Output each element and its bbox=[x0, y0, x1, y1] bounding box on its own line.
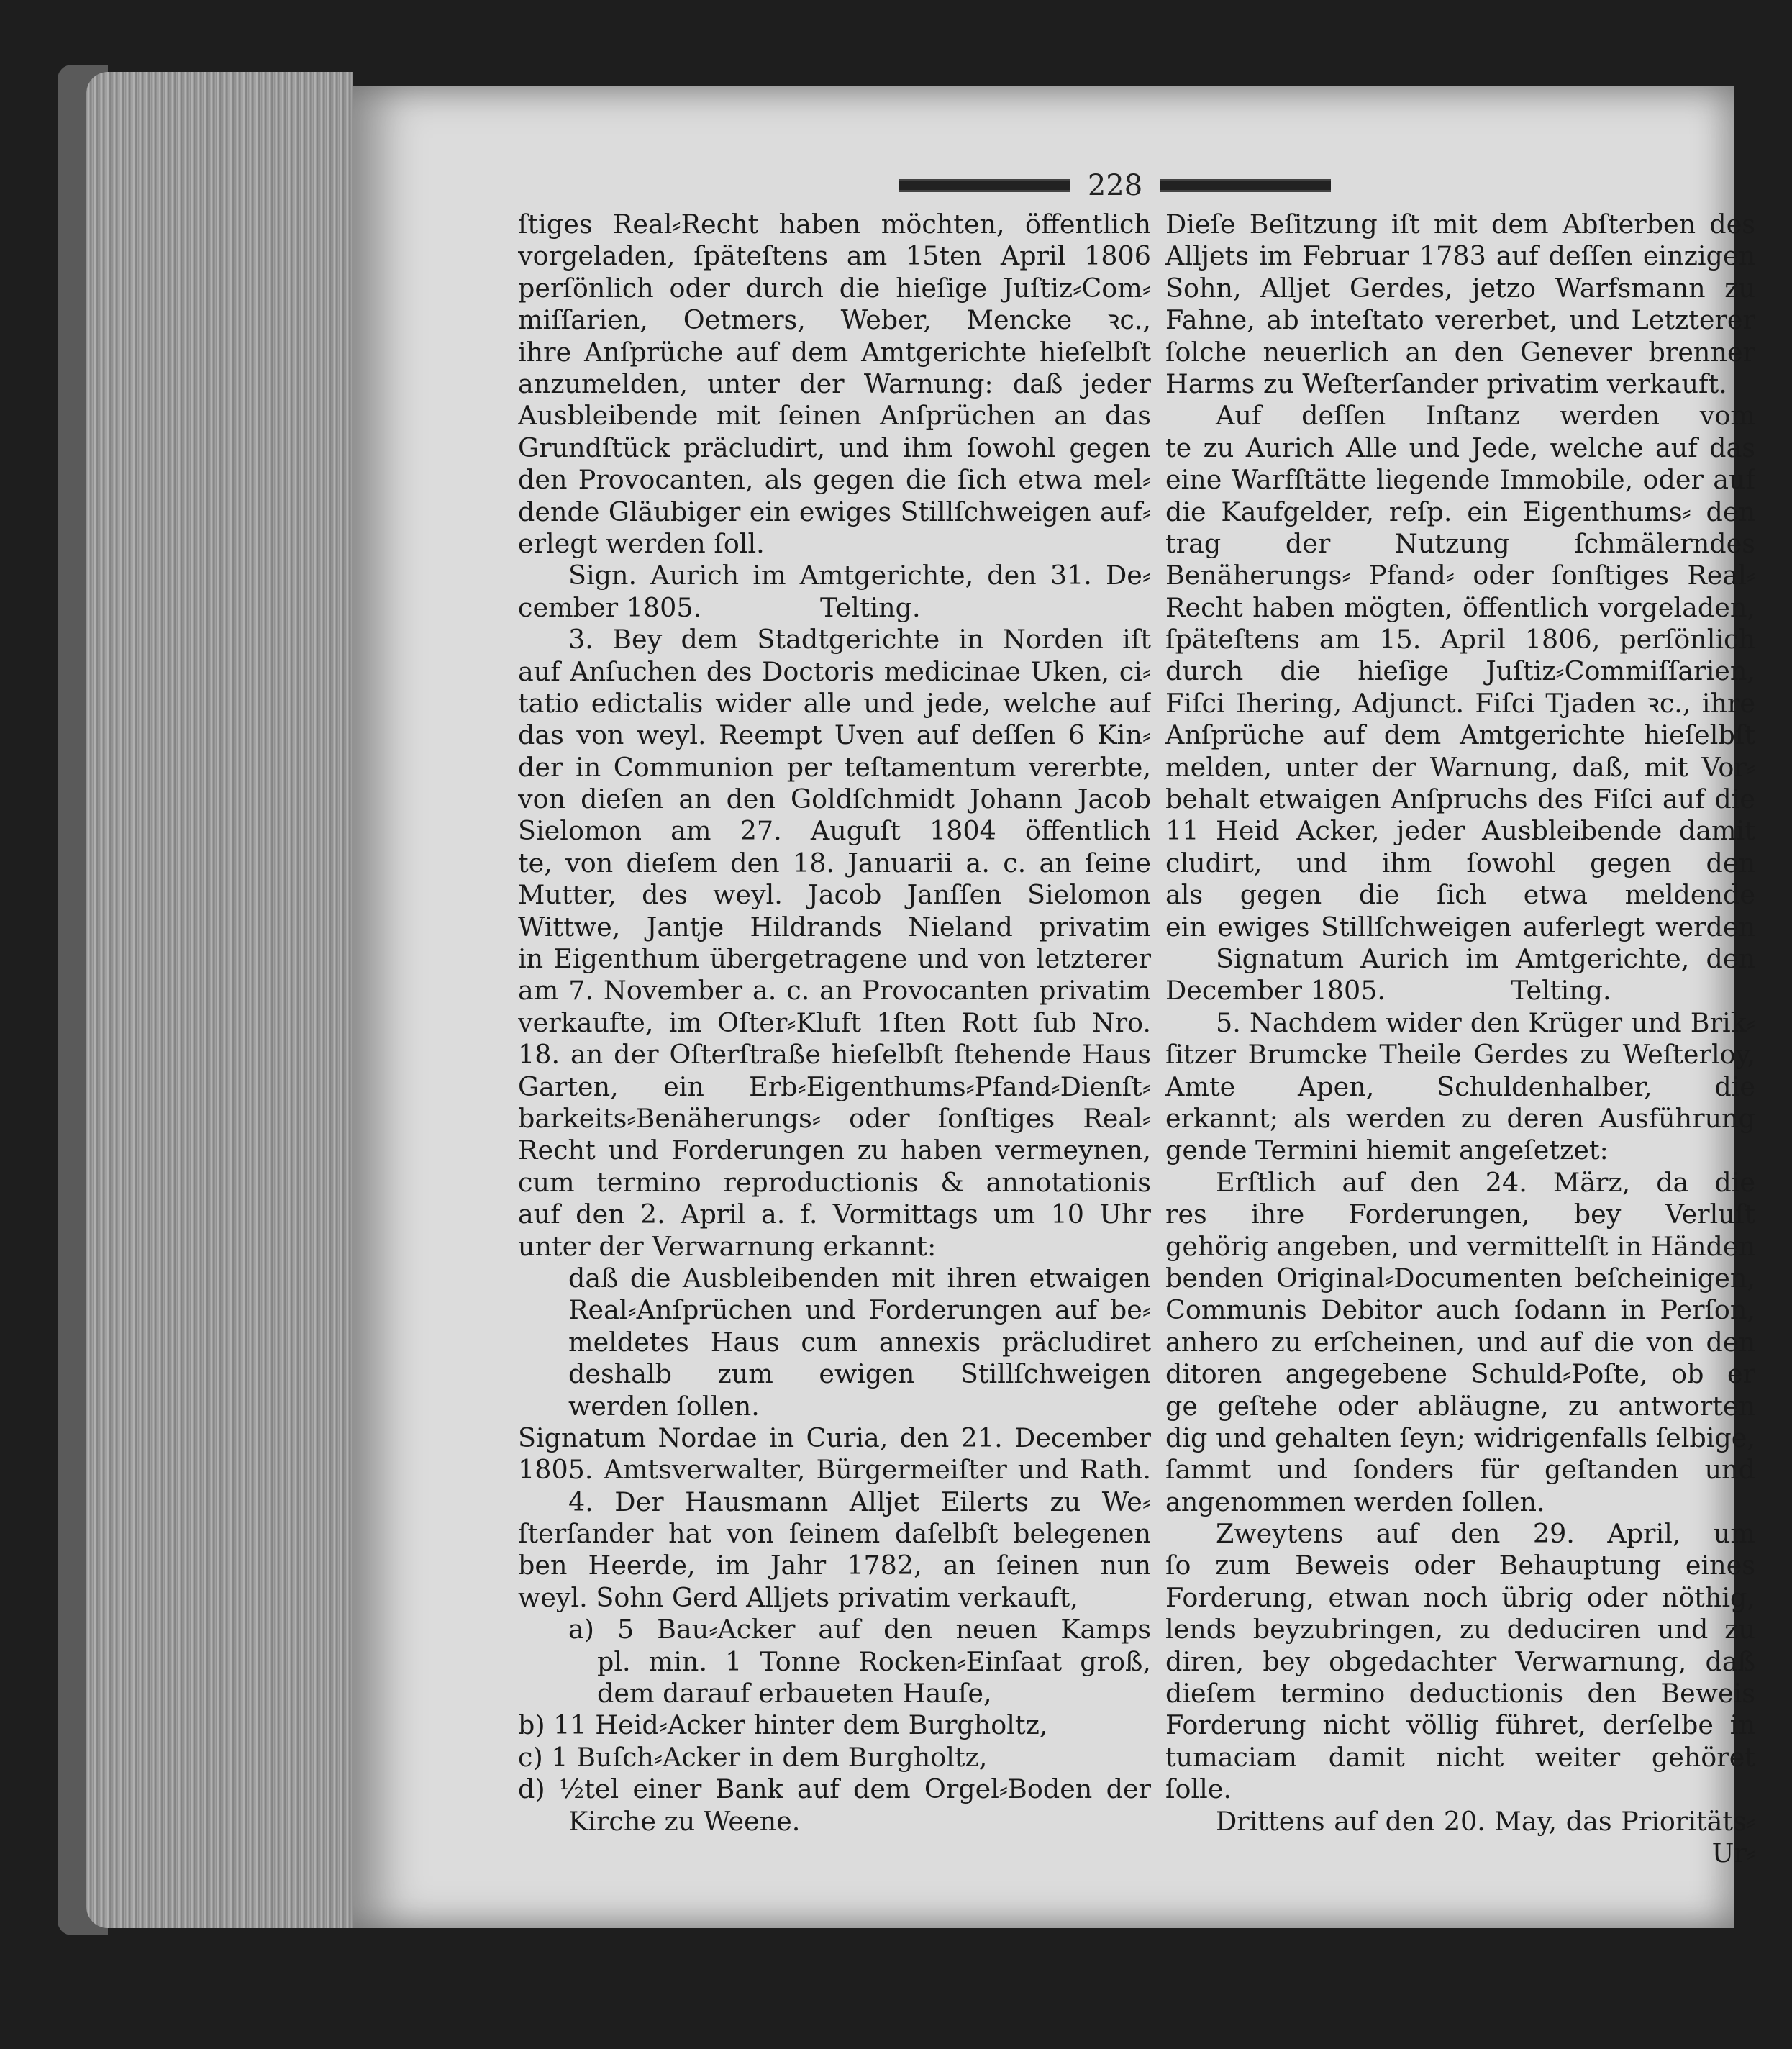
page-header bbox=[899, 164, 1331, 207]
text-line: in Eigenthum übergetragene und von letzterer bbox=[518, 943, 1151, 975]
text-line: eine Warfſtätte liegende Immobile, oder auf bbox=[1165, 464, 1755, 496]
list-item: b) 11 Heid⸗Acker hinter dem Burgholtz, bbox=[518, 1709, 1048, 1741]
text-line: ſterſander hat von ſeinem daſelbſt belegenen bbox=[518, 1518, 1151, 1550]
text-line: 11 Heid Acker, jeder Ausbleibende damit bbox=[1165, 815, 1755, 847]
list-item: c) 1 Buſch⸗Acker in dem Burgholtz, bbox=[518, 1741, 988, 1773]
text-line: vorgeladen, ſpäteſtens am 15ten April 1806 bbox=[518, 240, 1151, 272]
text-line: trag der Nutzung ſchmälerndes bbox=[1165, 527, 1755, 559]
text-line: ſolche neuerlich an den Genever brenner bbox=[1165, 336, 1755, 368]
text-line: deshalb zum ewigen Stillſchweigen bbox=[568, 1358, 1151, 1390]
text-line: barkeits⸗Benäherungs⸗ oder ſonſtiges Real⸗ bbox=[518, 1102, 1151, 1134]
page-block-edge bbox=[86, 72, 353, 1928]
text-line: am 7. November a. c. an Provocanten privatim bbox=[518, 975, 1151, 1007]
text-line: ſolle. bbox=[1165, 1773, 1232, 1805]
text-line: unter der Verwarnung erkannt: bbox=[518, 1230, 937, 1262]
text-line: anzumelden, unter der Warnung: daß jeder bbox=[518, 368, 1151, 399]
text-line: lends beyzubringen, zu deduciren und zu bbox=[1165, 1614, 1755, 1645]
text-line: miſſarien, Oetmers, Weber, Mencke ꝛc., bbox=[518, 304, 1151, 336]
header-rule-left bbox=[899, 179, 1070, 192]
text-line: te zu Aurich Alle und Jede, welche auf das bbox=[1165, 432, 1755, 463]
text-line: pl. min. 1 Tonne Rocken⸗Einſaat groß, bbox=[597, 1645, 1151, 1677]
text-line: Mutter, des weyl. Jacob Janſſen Sielomon bbox=[518, 879, 1151, 911]
text-line: Wittwe, Jantje Hildrands Nieland privatim bbox=[518, 911, 1151, 942]
text-line: das von weyl. Reempt Uven auf deſſen 6 Kin⸗ bbox=[518, 719, 1151, 751]
text-line: Ausbleibende mit ſeinen Anſprüchen an das bbox=[518, 400, 1151, 432]
left-column bbox=[518, 209, 1151, 1837]
text-line: tumaciam damit nicht weiter gehöret bbox=[1165, 1741, 1755, 1773]
text-line: den Provocanten, als gegen die ſich etwa mel⸗ bbox=[518, 464, 1151, 496]
header-rule-right bbox=[1160, 179, 1331, 192]
text-line: ben Heerde, im Jahr 1782, an ſeinen nun bbox=[518, 1550, 1151, 1581]
text-line: ein ewiges Stillſchweigen auferlegt werden bbox=[1165, 911, 1755, 942]
text-line: auf den 2. April a. f. Vormittags um 10 Uhr bbox=[518, 1199, 1151, 1230]
text-line: behalt etwaigen Anſpruchs des Fiſci auf die bbox=[1165, 783, 1755, 815]
text-line: cember 1805. bbox=[518, 591, 702, 623]
text-line: angenommen werden ſollen. bbox=[1165, 1486, 1545, 1517]
text-line: ſammt und ſonders für geſtanden und bbox=[1165, 1454, 1755, 1486]
text-line: ſitzer Brumcke Theile Gerdes zu Weſterloy, bbox=[1165, 1039, 1755, 1071]
text-line: erkannt; als werden zu deren Ausführung bbox=[1165, 1102, 1755, 1134]
text-line: dig und gehalten ſeyn; widrigenfalls ſelbige, bbox=[1165, 1422, 1755, 1453]
text-line: von dieſen an den Goldſchmidt Johann Jacob bbox=[518, 783, 1151, 815]
text-line: cum termino reproductionis & annotationis bbox=[518, 1166, 1151, 1198]
signature-line: Telting. bbox=[820, 591, 921, 623]
text-line: ſo zum Beweis oder Behauptung eines bbox=[1165, 1550, 1755, 1581]
text-line: dem darauf erbaueten Hauſe, bbox=[597, 1678, 992, 1709]
text-line: Signatum Nordae in Curia, den 21. December bbox=[518, 1422, 1151, 1453]
text-line: weyl. Sohn Gerd Alljets privatim verkauft, bbox=[518, 1581, 1078, 1613]
text-line: 3. Bey dem Stadtgerichte in Norden iſt bbox=[568, 624, 1151, 655]
text-line: meldetes Haus cum annexis präcludiret bbox=[568, 1326, 1151, 1358]
list-item: d) ½tel einer Bank auf dem Orgel⸗Boden der bbox=[518, 1773, 1151, 1805]
text-line: December 1805. bbox=[1165, 975, 1386, 1007]
text-line: dende Gläubiger ein ewiges Stillſchweigen auf⸗ bbox=[518, 496, 1151, 527]
text-line: ihre Anſprüche auf dem Amtgerichte hieſelbſt bbox=[518, 336, 1151, 368]
catchword: Ur⸗ bbox=[1711, 1837, 1755, 1869]
book-page bbox=[353, 86, 1755, 1928]
text-line: Fiſci Ihering, Adjunct. Fiſci Tjaden ꝛc., ihre bbox=[1165, 687, 1755, 719]
text-line: te, von dieſem den 18. Januarii a. c. an ſeine bbox=[518, 847, 1151, 878]
text-line: Forderung nicht völlig führet, derſelbe in bbox=[1165, 1709, 1755, 1741]
text-line: Amte Apen, Schuldenhalber, die bbox=[1165, 1071, 1755, 1102]
text-line: Erſtlich auf den 24. März, da die bbox=[1216, 1166, 1755, 1198]
text-line: Auf deſſen Inſtanz werden vom bbox=[1216, 400, 1755, 432]
text-line: gende Termini hiemit angeſetzet: bbox=[1165, 1135, 1609, 1166]
text-line: melden, unter der Warnung, daß, mit Vor⸗ bbox=[1165, 751, 1755, 783]
text-line: Benäherungs⸗ Pfand⸗ oder ſonſtiges Real⸗ bbox=[1165, 560, 1755, 591]
text-line: cludirt, und ihm ſowohl gegen den bbox=[1165, 847, 1755, 878]
text-line: tatio edictalis wider alle und jede, welche auf bbox=[518, 687, 1151, 719]
text-line: gehörig angeben, und vermittelſt in Händen bbox=[1165, 1230, 1755, 1262]
text-line: die Kaufgelder, reſp. ein Eigenthums⸗ den bbox=[1165, 496, 1755, 527]
text-line: Recht haben mögten, öffentlich vorgeladen, bbox=[1165, 591, 1755, 623]
text-line: Drittens auf den 20. May, das Prioritäts⸗ bbox=[1216, 1805, 1755, 1837]
signature-line: Telting. bbox=[1511, 975, 1611, 1007]
text-line: Forderung, etwan noch übrig oder nöthig, bbox=[1165, 1581, 1755, 1613]
text-line: Dieſe Beſitzung iſt mit dem Abſterben des bbox=[1165, 209, 1755, 240]
text-line: diren, bey obgedachter Verwarnung, daß bbox=[1165, 1645, 1755, 1677]
text-line: ſpäteſtens am 15. April 1806, perſönlich bbox=[1165, 624, 1755, 655]
text-line: Sohn, Alljet Gerdes, jetzo Warfsmann zu bbox=[1165, 272, 1755, 304]
text-line: dieſem termino deductionis den Beweis bbox=[1165, 1678, 1755, 1709]
text-line: Kirche zu Weene. bbox=[568, 1805, 801, 1837]
text-line: verkaufte, im Oſter⸗Kluft 1ſten Rott ſub Nro. bbox=[518, 1007, 1151, 1038]
text-line: Harms zu Weſterſander privatim verkauft. bbox=[1165, 368, 1727, 399]
list-item: a) 5 Bau⸗Acker auf den neuen Kamps bbox=[568, 1614, 1151, 1645]
text-line: als gegen die ſich etwa meldende bbox=[1165, 879, 1755, 911]
page-number: 228 bbox=[1087, 169, 1143, 202]
text-line: Sielomon am 27. Auguſt 1804 öffentlich bbox=[518, 815, 1151, 847]
text-line: Grundſtück präcludirt, und ihm ſowohl gegen bbox=[518, 432, 1151, 463]
text-line: Zweytens auf den 29. April, um bbox=[1216, 1518, 1755, 1550]
text-line: Real⸗Anſprüchen und Forderungen auf be⸗ bbox=[568, 1294, 1151, 1326]
text-line: 18. an der Oſterſtraße hieſelbſt ſtehende Haus bbox=[518, 1039, 1151, 1071]
text-line: Alljets im Februar 1783 auf deſſen einzigen bbox=[1165, 240, 1755, 272]
text-line: Garten, ein Erb⸗Eigenthums⸗Pfand⸗Dienſt⸗ bbox=[518, 1071, 1151, 1102]
text-line: perſönlich oder durch die hieſige Juſtiz⸗Com⸗ bbox=[518, 272, 1151, 304]
text-line: 5. Nachdem wider den Krüger und Brik⸗ bbox=[1216, 1007, 1755, 1038]
text-line: durch die hieſige Juſtiz⸗Commiſſarien, bbox=[1165, 655, 1755, 687]
text-line: Recht und Forderungen zu haben vermeynen, bbox=[518, 1135, 1151, 1166]
text-line: 1805. Amtsverwalter, Bürgermeiſter und Rath. bbox=[518, 1454, 1151, 1486]
text-line: res ihre Forderungen, bey Verluſt bbox=[1165, 1199, 1755, 1230]
text-line: der in Communion per teſtamentum vererbte, bbox=[518, 751, 1151, 783]
text-line: Fahne, ab inteſtato vererbet, und Letzterer bbox=[1165, 304, 1755, 336]
text-line: anhero zu erſcheinen, und auf die von den bbox=[1165, 1326, 1755, 1358]
text-line: Sign. Aurich im Amtgerichte, den 31. De⸗ bbox=[568, 560, 1151, 591]
text-line: werden ſollen. bbox=[568, 1390, 760, 1422]
text-line: erlegt werden ſoll. bbox=[518, 527, 765, 559]
text-line: ſtiges Real⸗Recht haben möchten, öffentlich bbox=[518, 209, 1151, 240]
text-line: Communis Debitor auch ſodann in Perſon, bbox=[1165, 1294, 1755, 1326]
text-line: Signatum Aurich im Amtgerichte, den bbox=[1216, 943, 1755, 974]
text-line: Anſprüche auf dem Amtgerichte hieſelbſt bbox=[1165, 719, 1755, 751]
text-line: auf Anſuchen des Doctoris medicinae Uken, ci⸗ bbox=[518, 655, 1151, 687]
right-column bbox=[1165, 209, 1755, 1869]
text-line: 4. Der Hausmann Alljet Eilerts zu We⸗ bbox=[568, 1486, 1151, 1517]
text-line: benden Original⸗Documenten beſcheinigen, bbox=[1165, 1262, 1755, 1294]
text-line: ge geſtehe oder abläugne, zu antworten bbox=[1165, 1390, 1755, 1422]
text-line: daß die Ausbleibenden mit ihren etwaigen bbox=[568, 1262, 1151, 1294]
text-line: ditoren angegebene Schuld⸗Poſte, ob er bbox=[1165, 1358, 1755, 1390]
